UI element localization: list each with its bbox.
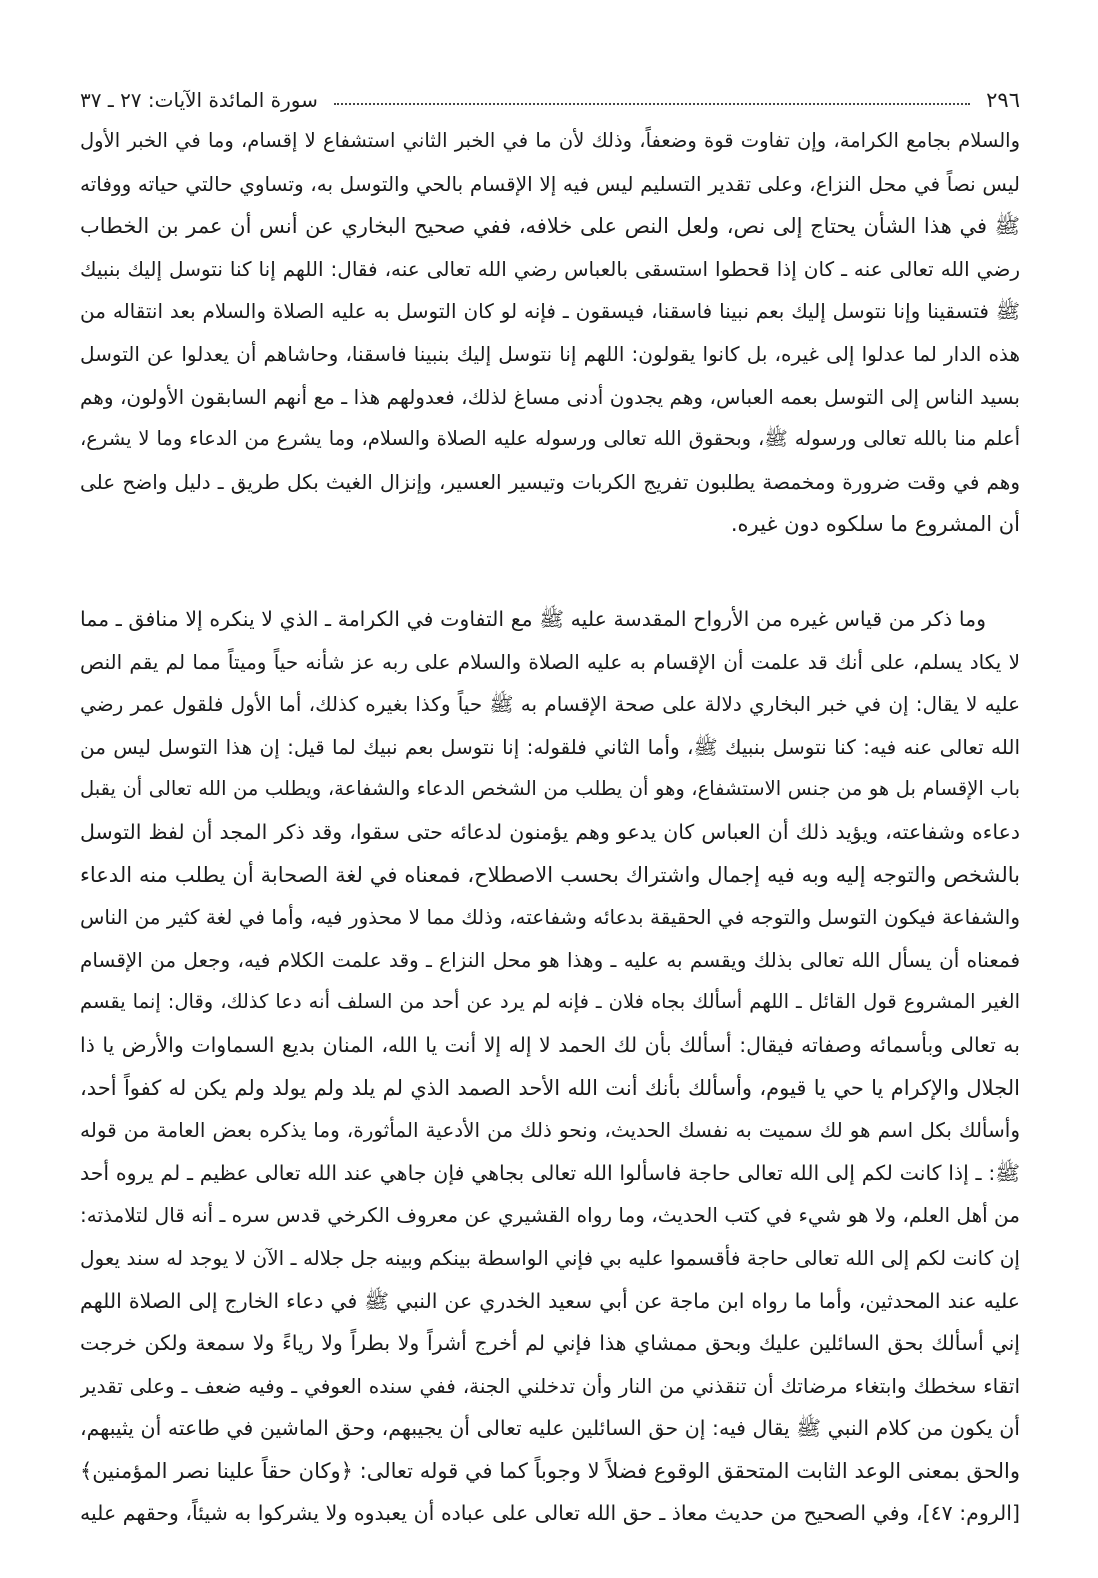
text-line: والحق بمعنى الوعد الثابت المتحقق الوقوع فضلاً لا وجوباً كما في قوله تعالى: ﴿وكان حقاً علينا نصر المؤمنين﴾ (80, 1458, 1020, 1483)
text-line: عليه عند المحدثين، وأما ما رواه ابن ماجة عن أبي سعيد الخدري عن النبي ﷺ في دعاء الخارج إلى الصلاة اللهم (80, 1288, 1020, 1313)
paragraph (80, 598, 1020, 1535)
text-line: اتقاء سخطك وابتغاء مرضاتك أن تنقذني من النار وأن تدخلني الجنة، ففي سنده العوفي ـ وفيه ضعف ـ وعلى تقدير (80, 1373, 1020, 1398)
text-line: وهم في وقت ضرورة ومخمصة يطلبون تفريج الكربات وتيسير العسير، وإنزال الغيث بكل طريق ـ دليل واضح على (80, 469, 1020, 494)
text-line: ﷺ في هذا الشأن يحتاج إلى نص، ولعل النص على خلافه، ففي صحيح البخاري عن أنس أن عمر بن الخطاب (80, 214, 1020, 239)
text-line: ﷺ فتسقينا وإنا نتوسل إليك بعم نبينا فاسقنا، فيسقون ـ فإنه لو كان التوسل به عليه الصلاة والسلام بعد انتقاله من (80, 299, 1020, 324)
text-line: أن يكون من كلام النبي ﷺ يقال فيه: إن حق السائلين عليه تعالى أن يجيبهم، وحق الماشين في طاعته أن يثيبهم، (80, 1416, 1020, 1441)
text-line: دعاءه وشفاعته، ويؤيد ذلك أن العباس كان يدعو وهم يؤمنون لدعائه حتى سقوا، وقد ذكر المجد أن لفظ التوسل (80, 819, 1020, 844)
text-line: [الروم: ٤٧]، وفي الصحيح من حديث معاذ ـ حق الله تعالى على عباده أن يعبدوه ولا يشركوا به شيئاً، وحقهم عليه (80, 1501, 1020, 1526)
text-line: بالشخص والتوجه إليه وبه فيه إجمال واشتراك بحسب الاصطلاح، فمعناه في لغة الصحابة أن يطلب منه الدعاء (80, 862, 1020, 887)
text-line: من أهل العلم، ولا هو شيء في كتب الحديث، وما رواه القشيري عن معروف الكرخي قدس سره ـ أنه قال لتلامذته: (80, 1203, 1020, 1228)
page-number: ٢٩٦ (986, 88, 1020, 112)
text-line: عليه لا يقال: إن في خبر البخاري دلالة على صحة الإقسام به ﷺ حياً وكذا بغيره كذلك، أما الأول فلقول عمر رضي (80, 692, 1020, 717)
paragraph (80, 120, 1020, 546)
text-line: لا يكاد يسلم، على أنك قد علمت أن الإقسام به عليه الصلاة والسلام على ربه عز شأنه حياً وميتاً مما لم يقم النص (80, 649, 1020, 674)
text-line: إني أسألك بحق السائلين عليك وبحق ممشاي هذا فإني لم أخرج أشراً ولا بطراً ولا رياءً ولا سمعة ولكن خرجت (80, 1331, 1020, 1356)
text-line: إن كانت لكم إلى الله تعالى حاجة فأقسموا عليه بي فإني الواسطة بينكم وبينه جل جلاله ـ الآن لا يوجد له سند يعول (80, 1245, 1020, 1270)
text-line: أن المشروع ما سلكوه دون غيره. (730, 512, 1020, 537)
text-line: باب الإقسام بل هو من جنس الاستشفاع، وهو أن يطلب من الشخص الدعاء والشفاعة، ويطلب من الله تعالى أن يقبل (80, 777, 1020, 801)
text-line: وأسألك بكل اسم هو لك سميت به نفسك الحديث، ونحو ذلك من الأدعية المأثورة، وما يذكره بعض العامة من قوله (80, 1118, 1020, 1143)
text-line: الغير المشروع قول القائل ـ اللهم أسألك بجاه فلان ـ فإنه لم يرد عن أحد من السلف أنه دعا كذلك، وقال: إنما يقسم (80, 990, 1020, 1014)
text-line: رضي الله تعالى عنه ـ كان إذا قحطوا استسقى بالعباس رضي الله تعالى عنه، فقال: اللهم إنا كنا نتوسل إليك بنبيك (80, 256, 1020, 281)
text-line: أعلم منا بالله تعالى ورسوله ﷺ، وبحقوق الله تعالى ورسوله عليه الصلاة والسلام، وما يشرع من الدعاء وما لا يشرع، (80, 427, 1020, 451)
text-line: ﷺ: ـ إذا كانت لكم إلى الله تعالى حاجة فاسألوا الله تعالى بجاهي فإن جاهي عند الله تعالى عظيم ـ لم يروه أحد (80, 1160, 1020, 1185)
text-line: الله تعالى عنه فيه: كنا نتوسل بنبيك ﷺ، وأما الثاني فلقوله: إنا نتوسل بعم نبيك لما قيل: إن هذا التوسل ليس من (80, 734, 1020, 759)
text-line: فمعناه أن يسأل الله تعالى بذلك ويقسم به عليه ـ وهذا هو محل النزاع ـ وقد علمت الكلام فيه، وجعل من الإقسام (80, 947, 1020, 972)
running-title: سورة المائدة الآيات: ٢٧ ـ ٣٧ (80, 88, 318, 112)
text-line: والسلام بجامع الكرامة، وإن تفاوت قوة وضعفاً، وذلك لأن ما في الخبر الثاني استشفاع لا إقسام، وما في الخبر الأول (80, 129, 1020, 152)
text-line: به تعالى وبأسمائه وصفاته فيقال: أسألك بأن لك الحمد لا إله إلا أنت يا الله، المنان بديع السماوات والأرض يا ذا (80, 1032, 1020, 1057)
text-line: هذه الدار لما عدلوا إلى غيره، بل كانوا يقولون: اللهم إنا نتوسل إليك بنبينا فاسقنا، وحاشاهم أن يعدلوا عن التوسل (80, 341, 1020, 366)
text-line: الجلال والإكرام يا حي يا قيوم، وأسألك بأنك أنت الله الأحد الصمد الذي لم يلد ولم يولد ولم يكن له كفواً أحد، (80, 1075, 1020, 1100)
dot-leader (334, 103, 970, 105)
text-line: والشفاعة فيكون التوسل والتوجه في الحقيقة بدعائه وشفاعته، وذلك مما لا محذور فيه، وأما في لغة كثير من الناس (80, 905, 1020, 930)
text-line: وما ذكر من قياس غيره من الأرواح المقدسة عليه ﷺ مع التفاوت في الكرامة ـ الذي لا ينكره إلا منافق ـ مما (80, 607, 986, 631)
text-line: ليس نصاً في محل النزاع، وعلى تقدير التسليم ليس فيه إلا الإقسام بالحي والتوسل به، وتساوي حالتي حياته ووفاته (80, 171, 1020, 196)
text-line: بسيد الناس إلى التوسل بعمه العباس، وهم يجدون أدنى مساغ لذلك، فعدولهم هذا ـ مع أنهم السابقون الأولون، وهم (80, 384, 1020, 409)
running-header (80, 82, 1020, 118)
